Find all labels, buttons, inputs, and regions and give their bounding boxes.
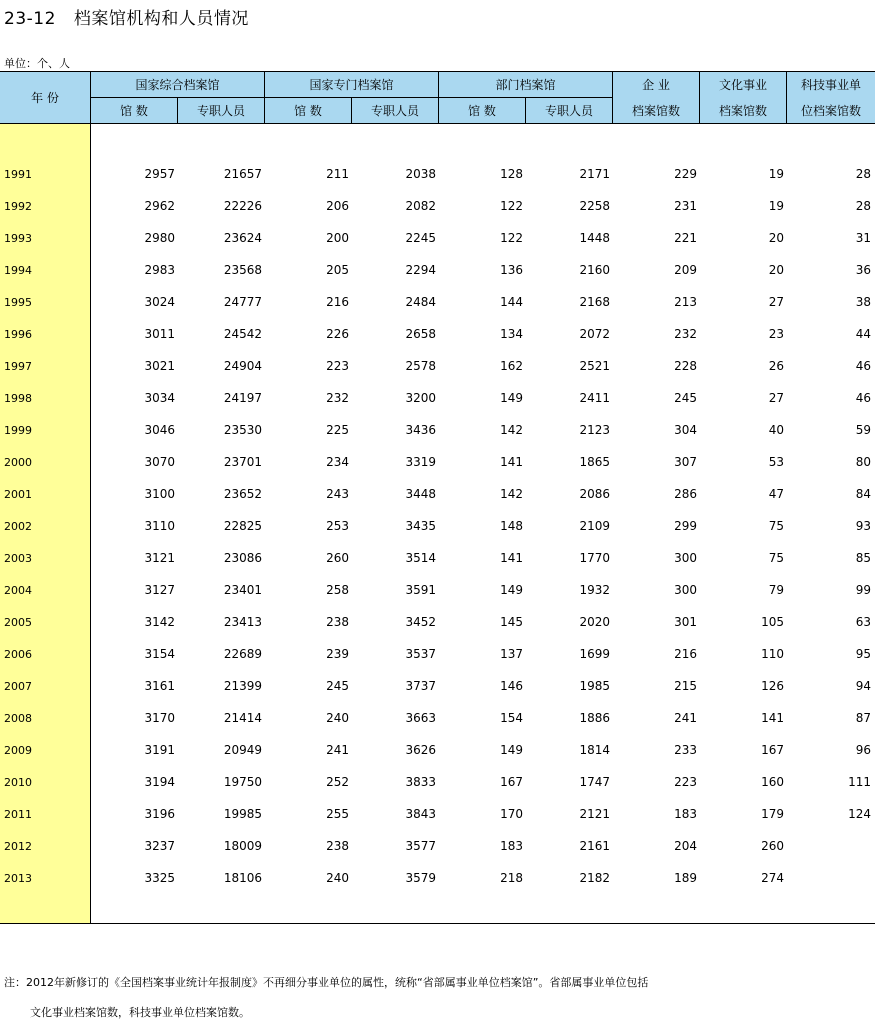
- header-sub-label: 专职人员: [370, 104, 419, 118]
- table-cell: 2020: [579, 615, 610, 629]
- header-enterprise-top: 企 业: [642, 78, 670, 93]
- table-cell: 23624: [223, 231, 262, 245]
- table-cell: 3011: [144, 327, 175, 341]
- table-cell: 2038: [405, 167, 436, 181]
- table-cell: 245: [326, 679, 349, 693]
- table-cell: 2161: [579, 839, 610, 853]
- table-cell: 1814: [579, 743, 610, 757]
- row-year: 2013: [4, 872, 32, 885]
- table-cell: 111: [848, 775, 871, 789]
- table-cell: 21399: [223, 679, 262, 693]
- table-cell: 179: [761, 807, 784, 821]
- table-cell: 300: [674, 583, 697, 597]
- header-group-special: [265, 72, 439, 98]
- table-cell: 223: [674, 775, 697, 789]
- table-cell: 154: [500, 711, 523, 725]
- table-cell: 2171: [579, 167, 610, 181]
- table-cell: 232: [674, 327, 697, 341]
- table-cell: 3436: [405, 423, 436, 437]
- table-cell: 240: [326, 711, 349, 725]
- table-cell: 299: [674, 519, 697, 533]
- table-cell: 23652: [223, 487, 262, 501]
- table-cell: 3200: [405, 391, 436, 405]
- table-cell: 124: [848, 807, 871, 821]
- table-cell: 1448: [579, 231, 610, 245]
- table-cell: 1865: [579, 455, 610, 469]
- table-cell: 307: [674, 455, 697, 469]
- table-cell: 36: [855, 263, 871, 277]
- table-cell: 145: [500, 615, 523, 629]
- table-cell: 3325: [144, 871, 175, 885]
- table-cell: 253: [326, 519, 349, 533]
- table-cell: 20: [768, 263, 784, 277]
- header-sub-staff-2: [352, 98, 439, 124]
- table-cell: 3514: [405, 551, 436, 565]
- table-cell: 134: [500, 327, 523, 341]
- table-cell: 21657: [223, 167, 262, 181]
- table-cell: 3021: [144, 359, 175, 373]
- row-year: 2005: [4, 616, 32, 629]
- table-cell: 183: [674, 807, 697, 821]
- header-culture-top: 文化事业: [718, 78, 767, 93]
- table-cell: 3142: [144, 615, 175, 629]
- table-cell: 3591: [405, 583, 436, 597]
- table-cell: 3435: [405, 519, 436, 533]
- header-sub-staff-1: [178, 98, 265, 124]
- row-year: 1995: [4, 296, 32, 309]
- row-year: 1999: [4, 424, 32, 437]
- table-cell: 238: [326, 839, 349, 853]
- table-cell: 3191: [144, 743, 175, 757]
- row-year: 2006: [4, 648, 32, 661]
- table-cell: 260: [326, 551, 349, 565]
- header-year: [0, 72, 91, 124]
- table-cell: 20949: [223, 743, 262, 757]
- table-cell: 22226: [223, 199, 262, 213]
- table-cell: 24777: [223, 295, 262, 309]
- table-cell: 122: [500, 231, 523, 245]
- table-cell: 105: [761, 615, 784, 629]
- table-cell: 95: [855, 647, 871, 661]
- table-cell: 94: [855, 679, 871, 693]
- table-cell: 243: [326, 487, 349, 501]
- table-cell: 2245: [405, 231, 436, 245]
- table-cell: 22689: [223, 647, 262, 661]
- header-sub-staff-3: [526, 98, 613, 124]
- table-cell: 23: [768, 327, 784, 341]
- table-cell: 84: [855, 487, 871, 501]
- table-cell: 239: [326, 647, 349, 661]
- row-year: 1998: [4, 392, 32, 405]
- table-cell: 136: [500, 263, 523, 277]
- table-cell: 3833: [405, 775, 436, 789]
- table-cell: 3448: [405, 487, 436, 501]
- row-year: 2004: [4, 584, 32, 597]
- header-enterprise: [613, 72, 700, 124]
- table-cell: 23401: [223, 583, 262, 597]
- table-cell: 19: [768, 167, 784, 181]
- table-cell: 183: [500, 839, 523, 853]
- header-sci-tech-top: 科技事业单: [800, 78, 861, 93]
- table-cell: 3626: [405, 743, 436, 757]
- table-cell: 142: [500, 423, 523, 437]
- row-year: 1991: [4, 168, 32, 181]
- table-cell: 149: [500, 743, 523, 757]
- table-cell: 240: [326, 871, 349, 885]
- table-cell: 2082: [405, 199, 436, 213]
- table-cell: 23413: [223, 615, 262, 629]
- table-cell: 2658: [405, 327, 436, 341]
- table-cell: 3161: [144, 679, 175, 693]
- table-cell: 2521: [579, 359, 610, 373]
- table-cell: 19985: [223, 807, 262, 821]
- header-group-label: 国家专门档案馆: [309, 78, 394, 92]
- table-cell: 2168: [579, 295, 610, 309]
- table-cell: 2484: [405, 295, 436, 309]
- table-cell: 3110: [144, 519, 175, 533]
- table-cell: 238: [326, 615, 349, 629]
- header-sub-label: 专职人员: [544, 104, 593, 118]
- row-year: 2011: [4, 808, 32, 821]
- table-cell: 1747: [579, 775, 610, 789]
- table-cell: 31: [855, 231, 871, 245]
- header-sci-tech-bottom: 位档案馆数: [800, 103, 861, 118]
- table-cell: 38: [855, 295, 871, 309]
- header-sub-label: 馆 数: [120, 104, 148, 118]
- header-culture: [700, 72, 787, 124]
- header-culture-bottom: 档案馆数: [718, 103, 767, 118]
- table-cell: 23701: [223, 455, 262, 469]
- table-cell: 215: [674, 679, 697, 693]
- table-cell: 148: [500, 519, 523, 533]
- table-cell: 160: [761, 775, 784, 789]
- table-cell: 286: [674, 487, 697, 501]
- table-cell: 2123: [579, 423, 610, 437]
- table-cell: 2980: [144, 231, 175, 245]
- table-cell: 300: [674, 551, 697, 565]
- header-group-department: [439, 72, 613, 98]
- table-cell: 128: [500, 167, 523, 181]
- table-cell: 1699: [579, 647, 610, 661]
- table-cell: 24904: [223, 359, 262, 373]
- table-cell: 3024: [144, 295, 175, 309]
- table-cell: 241: [326, 743, 349, 757]
- table-cell: 141: [500, 551, 523, 565]
- table-cell: 216: [674, 647, 697, 661]
- table-cell: 142: [500, 487, 523, 501]
- table-cell: 75: [768, 519, 784, 533]
- row-year: 2003: [4, 552, 32, 565]
- table-cell: 260: [761, 839, 784, 853]
- table-cell: 146: [500, 679, 523, 693]
- table-cell: 28: [855, 199, 871, 213]
- table-cell: 24197: [223, 391, 262, 405]
- table-cell: 20: [768, 231, 784, 245]
- table-cell: 40: [768, 423, 784, 437]
- table-cell: 2109: [579, 519, 610, 533]
- header-year-label: 年 份: [31, 91, 59, 105]
- header-group-comprehensive: [91, 72, 265, 98]
- table-cell: 209: [674, 263, 697, 277]
- table-cell: 206: [326, 199, 349, 213]
- table-cell: 122: [500, 199, 523, 213]
- table-cell: 213: [674, 295, 697, 309]
- table-cell: 226: [326, 327, 349, 341]
- table-cell: 79: [768, 583, 784, 597]
- table-cell: 141: [500, 455, 523, 469]
- table-cell: 53: [768, 455, 784, 469]
- table-cell: 234: [326, 455, 349, 469]
- table-cell: 223: [326, 359, 349, 373]
- table-cell: 46: [855, 359, 871, 373]
- table-cell: 2072: [579, 327, 610, 341]
- table-cell: 19750: [223, 775, 262, 789]
- table-cell: 232: [326, 391, 349, 405]
- table-cell: 28: [855, 167, 871, 181]
- table-cell: 2258: [579, 199, 610, 213]
- row-year: 2008: [4, 712, 32, 725]
- table-bottom-rule: [0, 923, 875, 924]
- table-cell: 144: [500, 295, 523, 309]
- table-cell: 27: [768, 391, 784, 405]
- year-column-divider: [90, 124, 91, 923]
- table-cell: 241: [674, 711, 697, 725]
- header-sub-label: 馆 数: [294, 104, 322, 118]
- row-year: 2010: [4, 776, 32, 789]
- header-sub-count-3: [439, 98, 526, 124]
- table-cell: 162: [500, 359, 523, 373]
- table-cell: 3034: [144, 391, 175, 405]
- table-cell: 3196: [144, 807, 175, 821]
- table-cell: 252: [326, 775, 349, 789]
- table-cell: 3237: [144, 839, 175, 853]
- table-cell: 3100: [144, 487, 175, 501]
- header-sub-count-1: [91, 98, 178, 124]
- table-cell: 221: [674, 231, 697, 245]
- table-cell: 2294: [405, 263, 436, 277]
- table-cell: 255: [326, 807, 349, 821]
- table-cell: 3452: [405, 615, 436, 629]
- table-cell: 1985: [579, 679, 610, 693]
- table-cell: 99: [855, 583, 871, 597]
- table-cell: 87: [855, 711, 871, 725]
- table-cell: 3319: [405, 455, 436, 469]
- table-cell: 2086: [579, 487, 610, 501]
- table-cell: 3537: [405, 647, 436, 661]
- table-cell: 96: [855, 743, 871, 757]
- table-cell: 274: [761, 871, 784, 885]
- table-cell: 19: [768, 199, 784, 213]
- row-year: 2009: [4, 744, 32, 757]
- table-cell: 3046: [144, 423, 175, 437]
- table-cell: 2121: [579, 807, 610, 821]
- table-cell: 245: [674, 391, 697, 405]
- header-sub-count-2: [265, 98, 352, 124]
- table-cell: 149: [500, 391, 523, 405]
- table-cell: 18106: [223, 871, 262, 885]
- table-cell: 23568: [223, 263, 262, 277]
- table-cell: 3121: [144, 551, 175, 565]
- table-cell: 2578: [405, 359, 436, 373]
- table-cell: 2160: [579, 263, 610, 277]
- table-cell: 200: [326, 231, 349, 245]
- table-cell: 189: [674, 871, 697, 885]
- table-cell: 46: [855, 391, 871, 405]
- table-cell: 137: [500, 647, 523, 661]
- table-cell: 2411: [579, 391, 610, 405]
- table-cell: 204: [674, 839, 697, 853]
- row-year: 2000: [4, 456, 32, 469]
- table-cell: 225: [326, 423, 349, 437]
- table-cell: 301: [674, 615, 697, 629]
- table-cell: 167: [500, 775, 523, 789]
- row-year: 2002: [4, 520, 32, 533]
- table-cell: 258: [326, 583, 349, 597]
- row-year: 2012: [4, 840, 32, 853]
- header-group-label: 部门档案馆: [495, 78, 556, 92]
- table-cell: 2182: [579, 871, 610, 885]
- table-cell: 27: [768, 295, 784, 309]
- row-year: 2007: [4, 680, 32, 693]
- row-year: 1993: [4, 232, 32, 245]
- table-cell: 21414: [223, 711, 262, 725]
- row-year: 1994: [4, 264, 32, 277]
- table-cell: 85: [855, 551, 871, 565]
- table-cell: 63: [855, 615, 871, 629]
- table-cell: 231: [674, 199, 697, 213]
- table-cell: 59: [855, 423, 871, 437]
- table-cell: 23530: [223, 423, 262, 437]
- header-sci-tech: [787, 72, 875, 124]
- table-cell: 23086: [223, 551, 262, 565]
- table-title: 档案馆机构和人员情况: [73, 9, 249, 29]
- table-cell: 3737: [405, 679, 436, 693]
- page-title: [4, 4, 249, 29]
- table-cell: 3577: [405, 839, 436, 853]
- table-cell: 2962: [144, 199, 175, 213]
- table-cell: 3070: [144, 455, 175, 469]
- table-cell: 3127: [144, 583, 175, 597]
- header-enterprise-bottom: 档案馆数: [631, 103, 680, 118]
- table-cell: 211: [326, 167, 349, 181]
- table-cell: 205: [326, 263, 349, 277]
- table-cell: 167: [761, 743, 784, 757]
- table-cell: 110: [761, 647, 784, 661]
- row-year: 1996: [4, 328, 32, 341]
- row-year: 1992: [4, 200, 32, 213]
- table-cell: 1886: [579, 711, 610, 725]
- row-year: 2001: [4, 488, 32, 501]
- table-cell: 229: [674, 167, 697, 181]
- table-cell: 1770: [579, 551, 610, 565]
- table-code: 23-12: [4, 9, 56, 29]
- table-cell: 3170: [144, 711, 175, 725]
- table-cell: 216: [326, 295, 349, 309]
- table-cell: 44: [855, 327, 871, 341]
- table-cell: 228: [674, 359, 697, 373]
- table-cell: 2957: [144, 167, 175, 181]
- table-cell: 80: [855, 455, 871, 469]
- table-cell: 304: [674, 423, 697, 437]
- table-cell: 47: [768, 487, 784, 501]
- table-cell: 75: [768, 551, 784, 565]
- unit-label: 单位：个、人: [4, 57, 70, 70]
- header-group-label: 国家综合档案馆: [135, 78, 220, 92]
- table-cell: 26: [768, 359, 784, 373]
- table-cell: 3663: [405, 711, 436, 725]
- footnote-line-2: 文化事业档案馆数，科技事业单位档案馆数。: [30, 1006, 250, 1019]
- table-cell: 3843: [405, 807, 436, 821]
- table-cell: 141: [761, 711, 784, 725]
- table-cell: 93: [855, 519, 871, 533]
- table-cell: 218: [500, 871, 523, 885]
- header-sub-label: 馆 数: [468, 104, 496, 118]
- table-cell: 126: [761, 679, 784, 693]
- footnote-line-1: 注：2012年新修订的《全国档案事业统计年报制度》不再细分事业单位的属性，统称“省部属事业单位档案馆”。省部属事业单位包括: [4, 976, 649, 989]
- table-cell: 22825: [223, 519, 262, 533]
- table-cell: 1932: [579, 583, 610, 597]
- table-cell: 2983: [144, 263, 175, 277]
- table-cell: 3579: [405, 871, 436, 885]
- table-cell: 3194: [144, 775, 175, 789]
- table-cell: 170: [500, 807, 523, 821]
- table-cell: 24542: [223, 327, 262, 341]
- table-cell: 149: [500, 583, 523, 597]
- row-year: 1997: [4, 360, 32, 373]
- table-cell: 233: [674, 743, 697, 757]
- header-sub-label: 专职人员: [196, 104, 245, 118]
- table-cell: 3154: [144, 647, 175, 661]
- table-cell: 18009: [223, 839, 262, 853]
